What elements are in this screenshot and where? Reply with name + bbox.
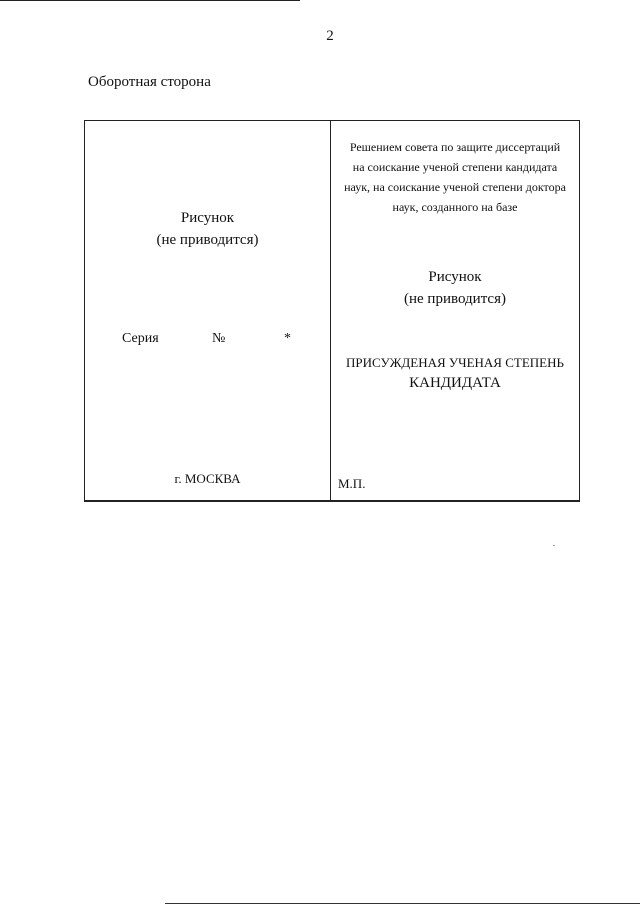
page-subtitle: Оборотная сторона: [88, 74, 211, 90]
right-figure-note: (не приводится): [404, 291, 506, 307]
resolution-line: наук, созданного на базе: [392, 200, 518, 214]
award-degree-line: ПРИСУЖДЕНАЯ УЧЕНАЯ СТЕПЕНЬ: [346, 355, 564, 370]
scan-edge-top: [0, 0, 300, 1]
series-row: [85, 331, 330, 351]
award-degree-type: КАНДИДАТА: [409, 375, 501, 391]
series-label: Серия: [122, 331, 159, 346]
page-number: 2: [326, 28, 334, 44]
resolution-text: [331, 137, 579, 217]
diploma-form: [84, 120, 580, 502]
left-figure-note: (не приводится): [156, 232, 259, 248]
scan-speck: [553, 545, 555, 546]
left-figure-title: Рисунок: [180, 210, 235, 226]
left-panel: [85, 121, 330, 500]
scan-edge-bottom: [165, 903, 640, 904]
number-sign: №: [212, 331, 226, 346]
asterisk-mark: *: [284, 331, 291, 346]
resolution-line: Решением совета по защите диссертаций: [349, 140, 561, 154]
stamp-placeholder: М.П.: [338, 476, 366, 491]
resolution-line: на соискание ученой степени кандидата: [352, 160, 558, 174]
right-panel: [331, 121, 579, 500]
right-figure-title: Рисунок: [428, 269, 482, 285]
city-label: г. МОСКВА: [174, 471, 241, 486]
resolution-line: наук, на соискание ученой степени доктора: [344, 180, 566, 194]
